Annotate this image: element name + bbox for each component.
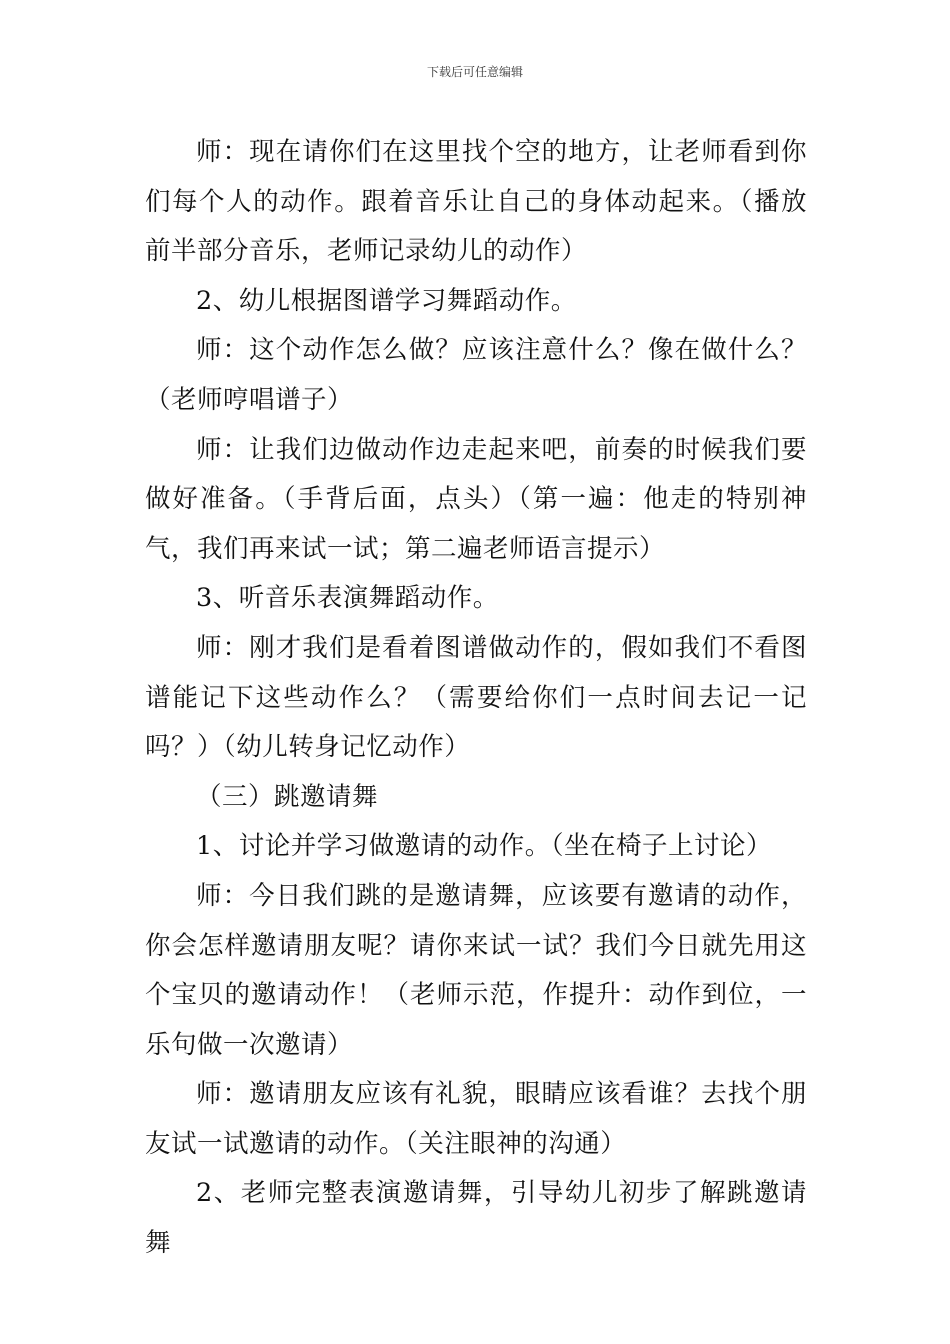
paragraph-3: 师：这个动作怎么做？应该注意什么？像在做什么？（老师哼唱谱子） <box>145 335 807 415</box>
page-header: 下载后可任意编辑 <box>426 65 523 79</box>
paragraph-2: 2、幼儿根据图谱学习舞蹈动作。 <box>196 285 577 316</box>
paragraph-8: 1、讨论并学习做邀请的动作。（坐在椅子上讨论） <box>196 831 772 862</box>
section-heading: （三）跳邀请舞 <box>196 781 379 812</box>
paragraph-5: 3、听音乐表演舞蹈动作。 <box>196 583 499 614</box>
paragraph-11: 2、老师完整表演邀请舞，引导幼儿初步了解跳邀请舞 <box>145 1178 807 1259</box>
document-body <box>145 128 807 1269</box>
paragraph-9: 师：今日我们跳的是邀请舞，应该要有邀请的动作，你会怎样邀请朋友呢？请你来试一试？我们今日就先用这个宝贝的邀请动作！（老师示范，作提升：动作到位，一乐句做一次邀请） <box>145 880 807 1060</box>
paragraph-6: 师：刚才我们是看着图谱做动作的，假如我们不看图谱能记下这些动作么？（需要给你们一点时间去记一记吗？）（幼儿转身记忆动作） <box>145 632 807 763</box>
paragraph-1: 师：现在请你们在这里找个空的地方，让老师看到你们每个人的动作。跟着音乐让自己的身体动起来。（播放前半部分音乐，老师记录幼儿的动作） <box>145 137 807 267</box>
paragraph-4: 师：让我们边做动作边走起来吧，前奏的时候我们要做好准备。（手背后面，点头）（第一遍：他走的特别神气，我们再来试一试；第二遍老师语言提示） <box>145 434 807 564</box>
paragraph-10: 师：邀请朋友应该有礼貌，眼睛应该看谁？去找个朋友试一试邀请的动作。（关注眼神的沟通） <box>145 1079 807 1159</box>
